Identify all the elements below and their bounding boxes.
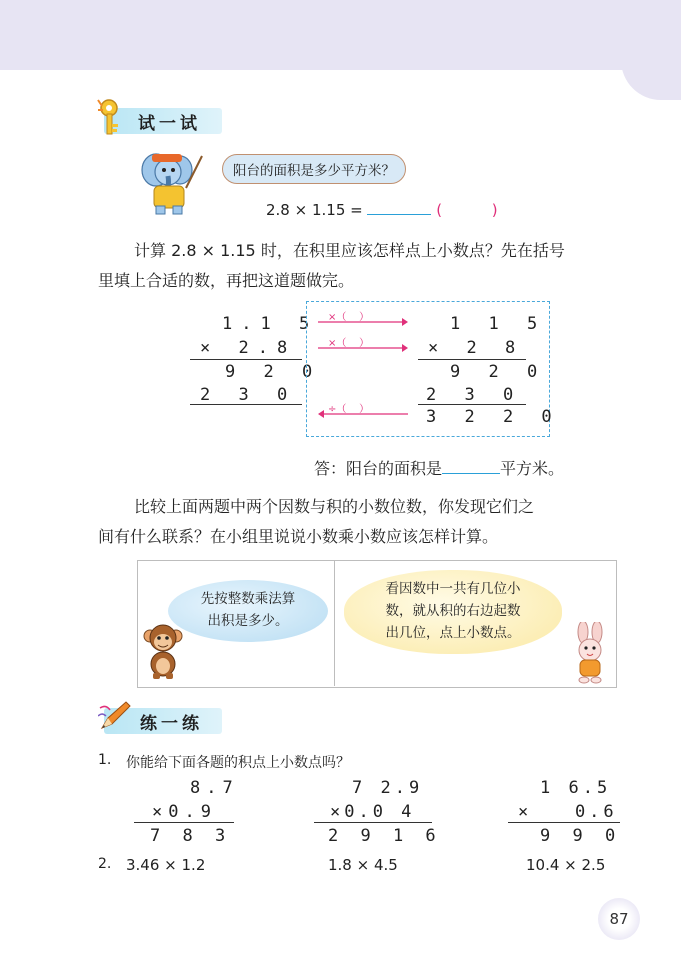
problem-c-result: 9 9 0 [540, 826, 622, 846]
rabbit-mascot-icon [568, 622, 612, 684]
monkey-bubble-line2: 出积是多少。 [207, 613, 289, 629]
right-calc-row5: 3 2 2 0 [426, 407, 561, 427]
arrow-multiply-2 [318, 334, 408, 354]
compare-line-1: 比较上面两题中两个因数与积的小数位数，你发现它们之 [134, 497, 535, 516]
arrow-multiply-1-label: ×（ ） [328, 312, 370, 323]
problem-a-mult: ×0.9 [152, 802, 217, 822]
right-calc-row4: 2 3 0 [426, 385, 523, 405]
answer-blank[interactable] [442, 455, 500, 474]
left-calc-row1: 1.1 5 [222, 314, 319, 334]
right-calc-row3: 9 2 0 [450, 362, 547, 382]
right-calc-line1 [418, 359, 526, 360]
arrow-multiply-2-label: ×（ ） [328, 338, 370, 349]
compare-line-2: 间有什么联系？在小组里说说小数乘小数应该怎样计算。 [98, 527, 499, 546]
answer-suffix: 平方米。 [500, 459, 565, 478]
problem-c-top: 1 6.5 [540, 778, 612, 798]
answer-line [314, 454, 564, 484]
problem-c-line [508, 822, 620, 823]
problem-b-mult: ×0.0 4 [330, 802, 416, 822]
equation-answer-blank[interactable] [367, 214, 431, 215]
question-bubble-text: 阳台的面积是多少平方米？ [233, 163, 395, 179]
q2-item-2: 1.8 × 4.5 [328, 856, 398, 874]
monkey-mascot-icon [140, 620, 186, 680]
monkey-bubble-line1: 先按整数乘法算 [200, 591, 296, 607]
equation-paren-open: ( [436, 201, 443, 219]
left-calc-row3: 9 2 0 [225, 362, 322, 382]
arrow-divide [318, 400, 408, 420]
left-calc-row2: × 2.8 [200, 338, 297, 358]
left-calc-line2 [190, 404, 302, 405]
rabbit-bubble-line1: 看因数中一共有几位小 [385, 581, 521, 597]
instruction-line-1: 计算 2.8 × 1.15 时，在积里应该怎样点上小数点？先在括号 [134, 241, 565, 260]
pencil-icon [98, 698, 134, 732]
key-icon [96, 96, 130, 138]
problem-b-top: 7 2.9 [352, 778, 424, 798]
left-calc-line1 [190, 359, 302, 360]
rabbit-bubble-line2: 数，就从积的右边起数 [385, 603, 521, 619]
problem-c-mult: × 0.6 [518, 802, 618, 822]
equation-paren-close: ) [491, 201, 498, 219]
discussion-divider [334, 561, 335, 686]
right-calc-row2: × 2 8 [428, 338, 525, 358]
question-speech-bubble [222, 154, 406, 184]
page-header-corner [621, 48, 681, 100]
q1-number: 1. [98, 752, 112, 768]
problem-a-line [134, 822, 234, 823]
try-section-title: 试一试 [138, 114, 201, 134]
monkey-speech-bubble [168, 580, 328, 642]
problem-b-result: 2 9 1 6 [328, 826, 442, 846]
elephant-mascot-icon [134, 148, 206, 216]
problem-a-top: 8.7 [190, 778, 239, 798]
left-calc-row4: 2 3 0 [200, 385, 297, 405]
q2-item-1: 3.46 × 1.2 [126, 856, 206, 874]
problem-a-result: 7 8 3 [150, 826, 232, 846]
q2-number: 2. [98, 856, 112, 872]
equation-line [266, 201, 498, 219]
q1-text: 你能给下面各题的积点上小数点吗？ [126, 755, 350, 771]
arrow-multiply-1 [318, 308, 408, 328]
instruction-line-2: 里填上合适的数，再把这道题做完。 [98, 271, 355, 290]
rabbit-speech-bubble [344, 570, 562, 654]
equation-text: 2.8 × 1.15 = [266, 201, 363, 219]
right-calc-line2 [418, 404, 526, 405]
answer-prefix: 答：阳台的面积是 [314, 459, 443, 478]
page-number: 87 [598, 898, 640, 940]
rabbit-bubble-line3: 出几位，点上小数点。 [385, 625, 521, 641]
right-calc-row1: 1 1 5 [450, 314, 547, 334]
arrow-divide-label: ÷（ ） [328, 404, 370, 415]
problem-b-line [314, 822, 432, 823]
practice-section-title: 练一练 [140, 714, 203, 734]
page-header-band [0, 0, 681, 70]
q2-item-3: 10.4 × 2.5 [526, 856, 606, 874]
